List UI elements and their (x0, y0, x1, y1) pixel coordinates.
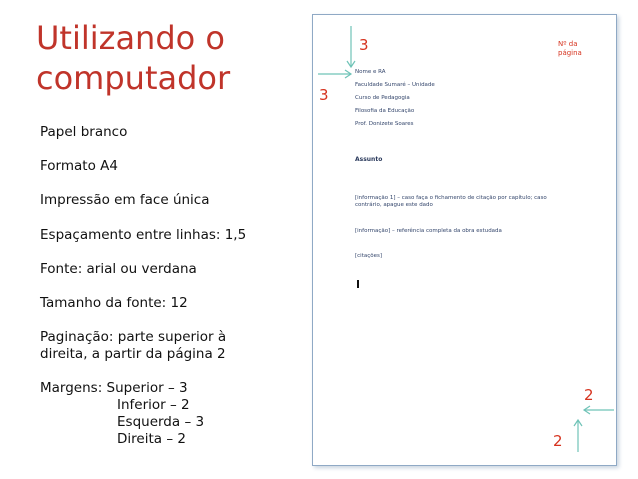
bottom-margin-arrow-icon (572, 418, 584, 454)
top-margin-arrow-icon (345, 24, 357, 70)
right-margin-arrow-icon (582, 404, 616, 416)
spec-margins-superior: Margens: Superior – 3 (40, 380, 188, 396)
page-header-line: Curso de Pedagogia (355, 95, 410, 101)
page-header-line: Prof. Donizete Soares (355, 121, 414, 127)
spec-margin-esquerda: Esquerda – 3 (117, 414, 205, 430)
page-header-line: Faculdade Sumaré – Unidade (355, 82, 435, 88)
page-info-reference: [informação] – referência completa da obra estudada (355, 228, 502, 234)
left-margin-label: 3 (319, 86, 329, 104)
page-number-label-line-2: página (558, 49, 582, 57)
text-cursor (357, 280, 359, 288)
bottom-margin-label: 2 (553, 432, 563, 450)
slide-title (36, 18, 296, 98)
page-number-label (558, 40, 598, 58)
spec-font-size: Tamanho da fonte: 12 (40, 295, 188, 311)
right-margin-label: 2 (584, 386, 594, 404)
spec-font: Fonte: arial ou verdana (40, 261, 197, 277)
page-info-1: [informação 1] – caso faça o fichamento de citação por capítulo; caso contrário, apague este dado (355, 195, 547, 208)
page-number-label-line-1: Nº da (558, 40, 578, 48)
spec-margin-inferior: Inferior – 2 (117, 397, 190, 413)
spec-pagination-line-1: Paginação: parte superior à (40, 329, 227, 345)
page-subject: Assunto (355, 156, 383, 163)
title-line-2: computador (36, 59, 231, 97)
page-citations: [citações] (355, 253, 383, 259)
spec-margin-direita: Direita – 2 (117, 431, 186, 447)
top-margin-label: 3 (359, 36, 369, 54)
title-line-1: Utilizando o (36, 19, 225, 57)
page-sample (312, 14, 617, 466)
spec-printing: Impressão em face única (40, 192, 210, 208)
spec-format: Formato A4 (40, 158, 118, 174)
left-margin-arrow-icon (316, 68, 354, 80)
spec-pagination-line-2: direita, a partir da página 2 (40, 346, 226, 362)
spec-spacing: Espaçamento entre linhas: 1,5 (40, 227, 247, 243)
page-header-line: Filosofia da Educação (355, 108, 415, 114)
page-header-line: Nome e RA (355, 69, 386, 75)
spec-paper: Papel branco (40, 124, 128, 140)
